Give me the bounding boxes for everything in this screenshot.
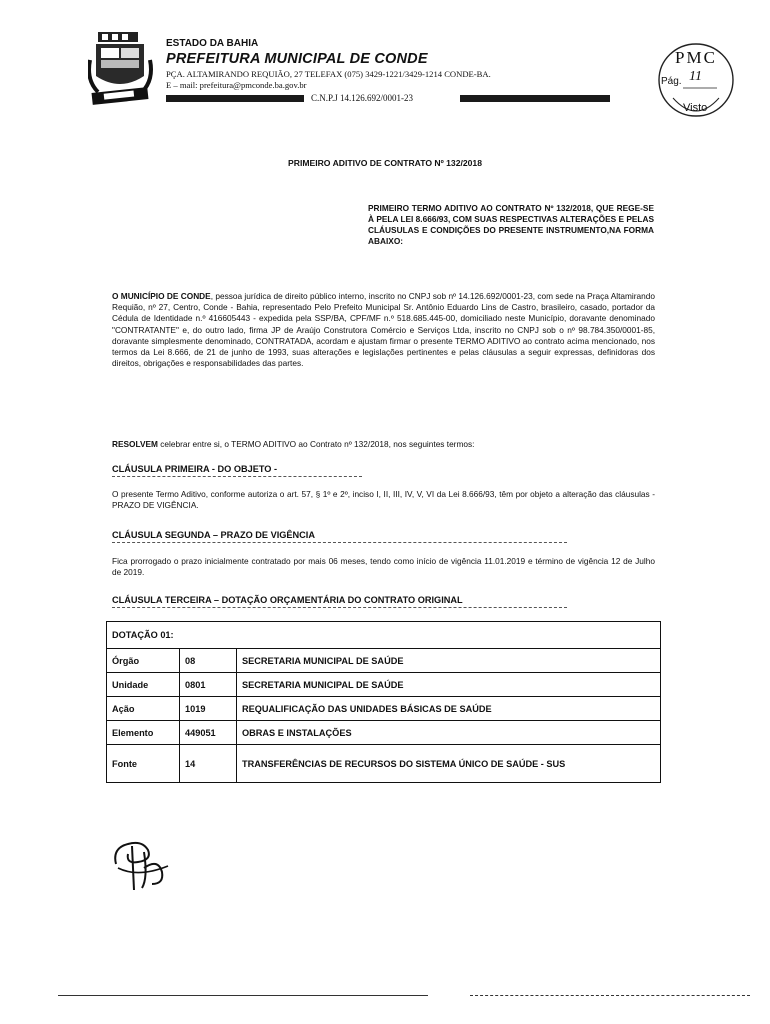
- header-black-bar-left: [166, 95, 304, 102]
- intro-lead: O MUNICÍPIO DE CONDE: [112, 291, 211, 301]
- clause-2-underline: [112, 542, 567, 543]
- clause-1-text: O presente Termo Aditivo, conforme autoriza o art. 57, § 1º e 2º, inciso I, II, III, IV, V, VI da Lei 8.666/93, têm por objeto a alteração das cláusulas - PRAZO DE VIGÊNCIA.: [112, 489, 655, 511]
- row-label: Ação: [107, 697, 180, 721]
- header-black-bar-right: [460, 95, 610, 102]
- document-ementa: PRIMEIRO TERMO ADITIVO AO CONTRATO Nº 132/2018, QUE REGE-SE À PELA LEI 8.666/93, COM SUAS RESPECTIVAS ALTERAÇÕES E PELAS CLÁUSULAS E CONDIÇÕES DO PRESENTE INSTRUMENTO,NA FORMA ABAIXO:: [368, 203, 654, 246]
- table-row: [107, 697, 661, 721]
- stamp-page-number: 11: [689, 69, 702, 84]
- scan-edge-line: [58, 995, 428, 996]
- clause-2-text: Fica prorrogado o prazo inicialmente contratado por mais 06 meses, tendo como início de vigência 11.01.2019 e término de vigência 12 de Julho de 2019.: [112, 556, 655, 578]
- row-code: 14: [180, 745, 237, 783]
- row-description: OBRAS E INSTALAÇÕES: [237, 721, 661, 745]
- row-code: 449051: [180, 721, 237, 745]
- table-row: [107, 673, 661, 697]
- header-prefeitura: PREFEITURA MUNICIPAL DE CONDE: [166, 51, 428, 67]
- row-description: SECRETARIA MUNICIPAL DE SAÚDE: [237, 649, 661, 673]
- row-description: REQUALIFICAÇÃO DAS UNIDADES BÁSICAS DE SAÚDE: [237, 697, 661, 721]
- clause-1-underline: [112, 476, 362, 477]
- row-label: Elemento: [107, 721, 180, 745]
- budget-allocation-table: [106, 621, 661, 783]
- clause-1-title: CLÁUSULA PRIMEIRA - DO OBJETO -: [112, 464, 278, 474]
- clause-3-underline: [112, 607, 567, 608]
- table-header-row: [107, 622, 661, 649]
- table-header-cell: DOTAÇÃO 01:: [107, 622, 661, 649]
- table-row: [107, 745, 661, 783]
- row-label: Órgão: [107, 649, 180, 673]
- protocol-stamp: [655, 36, 737, 128]
- table-row: [107, 649, 661, 673]
- row-description: SECRETARIA MUNICIPAL DE SAÚDE: [237, 673, 661, 697]
- handwritten-signature: [108, 838, 180, 896]
- resolvem-paragraph: [112, 439, 655, 450]
- stamp-page-label: Pág.: [661, 76, 682, 87]
- intro-paragraph: [112, 291, 655, 369]
- row-code: 1019: [180, 697, 237, 721]
- resolvem-lead: RESOLVEM: [112, 439, 158, 449]
- row-code: 0801: [180, 673, 237, 697]
- header-address: PÇA. ALTAMIRANDO REQUIÃO, 27 TELEFAX (075) 3429-1221/3429-1214 CONDE-BA.: [166, 69, 491, 79]
- header-email: E – mail: prefeitura@pmconde.ba.gov.br: [166, 80, 307, 90]
- row-code: 08: [180, 649, 237, 673]
- header-cnpj: C.N.P.J 14.126.692/0001-23: [311, 93, 414, 103]
- intro-text: , pessoa jurídica de direito público interno, inscrito no CNPJ sob nº 14.126.692/0001-23, com sede na Praça Altamirando Requião, nº 27, Centro, Conde - Bahia, representado Pelo Prefeito Municipal Sr. Antônio Eduardo Lins de Castro, brasileiro, casado, portador da Cédula de Identidade n.º 416605443 - expedida pela SSP/BA, CPF/MF n.º 518.685.445-00, domiciliado neste Município, doravante denominado "CONTRATANTE" e, do outro lado, firma JP de Araújo Construtora Comércio e Serviços Ltda, inscrito no CNPJ sob o nº 98.784.350/0001-85, doravante simplesmente denominado, CONTRATADA, acordam e ajustam firmar o presente TERMO ADITIVO ao contrato acima mencionado, nos termos da Lei 8.666, de 21 de junho de 1993, suas alterações e legislações pertinentes e pelas cláusulas a seguir expressas, definidoras dos direitos, obrigações e responsabilidades das partes.: [112, 291, 655, 369]
- table-row: [107, 721, 661, 745]
- document-title: PRIMEIRO ADITIVO DE CONTRATO Nº 132/2018: [288, 158, 482, 168]
- row-label: Unidade: [107, 673, 180, 697]
- scan-edge-line: [470, 995, 750, 996]
- stamp-text: PMC: [675, 48, 717, 67]
- resolvem-text: celebrar entre si, o TERMO ADITIVO ao Contrato nº 132/2018, nos seguintes termos:: [157, 439, 475, 449]
- clause-3-title: CLÁUSULA TERCEIRA – DOTAÇÃO ORÇAMENTÁRIA DO CONTRATO ORIGINAL: [112, 595, 463, 605]
- stamp-visto: Visto: [683, 102, 708, 114]
- clause-2-title: CLÁUSULA SEGUNDA – PRAZO DE VIGÊNCIA: [112, 530, 315, 540]
- row-description: TRANSFERÊNCIAS DE RECURSOS DO SISTEMA ÚNICO DE SAÚDE - SUS: [237, 745, 661, 783]
- municipal-coat-of-arms-logo: [88, 30, 160, 108]
- row-label: Fonte: [107, 745, 180, 783]
- header-state: ESTADO DA BAHIA: [166, 38, 259, 49]
